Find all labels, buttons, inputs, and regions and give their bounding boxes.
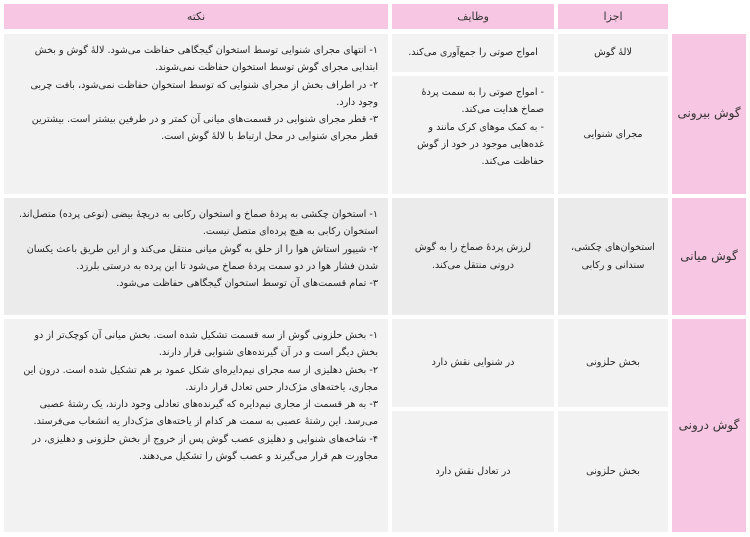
part-cochlea: بخش حلزونی	[558, 319, 668, 407]
note-inner-4: ۴- شاخه‌های شنوایی و دهلیزی عصب گوش پس از خروج از بخش حلزونی و دهلیزی، در مجاورت هم قرار می‌گیرند و عصب گوش را تشکیل می‌دهند.	[32, 433, 378, 462]
header-functions: وظایف	[392, 4, 554, 29]
note-inner-2: ۲- بخش دهلیزی از سه مجرای نیم‌دایره‌ای شکل عمود بر هم تشکیل شده است. درون این مجاری، یاخته‌های مژک‌دار حس تعادل قرار دارند.	[23, 364, 378, 393]
note-middle-2: ۲- شیپور استاش هوا را از حلق به گوش میانی منتقل می‌کند و از این طریق باعث یکسان شدن فشار هوا در دو سمت پردهٔ صماخ می‌شود تا این پرده به درستی بلرزد.	[26, 243, 378, 272]
function-ossicles	[392, 198, 554, 315]
note-middle-3: ۳- تمام قسمت‌های آن توسط استخوان گیجگاهی حفاظت می‌شود.	[116, 278, 378, 290]
note-inner-1: ۱- بخش حلزونی گوش از سه قسمت تشکیل شده است. بخش میانی آن کوچک‌تر از دو بخش دیگر است و در آن گیرنده‌های شنوایی قرار دارند.	[34, 330, 378, 359]
function-auricle-text: امواج صوتی را جمع‌آوری می‌کند.	[408, 47, 538, 59]
notes-inner-ear	[4, 319, 388, 532]
part-auricle: لالهٔ گوش	[558, 34, 668, 72]
function-vestibular-text: در تعادل نقش دارد	[435, 465, 511, 477]
function-ossicles-text: لرزش پردهٔ صماخ را به گوش درونی منتقل می‌کند.	[414, 242, 532, 271]
header-parts: اجزا	[558, 4, 668, 29]
function-auricle	[392, 34, 554, 72]
section-outer-ear: گوش بیرونی	[672, 34, 746, 194]
section-middle-ear: گوش میانی	[672, 198, 746, 315]
function-ear-canal-text-2: - به کمک موهای کرک مانند و غده‌هایی موجود در خود از گوش حفاظت می‌کند.	[417, 121, 544, 168]
notes-middle-ear	[4, 198, 388, 315]
function-cochlea	[392, 319, 554, 407]
section-inner-ear: گوش درونی	[672, 319, 746, 532]
header-notes: نکته	[4, 4, 388, 29]
note-middle-1: ۱- استخوان چکشی به پردهٔ صماخ و استخوان رکابی به دریچهٔ بیضی (نوعی پرده) متصل‌اند. استخوان رکابی به هیچ پرده‌ای متصل نیست.	[18, 209, 378, 238]
function-ear-canal-text-1: - امواج صوتی را به سمت پردهٔ صماخ هدایت می‌کند.	[421, 87, 544, 116]
part-vestibular: بخش حلزونی	[558, 411, 668, 532]
part-ear-canal: مجرای شنوایی	[558, 76, 668, 194]
function-cochlea-text: در شنوایی نقش دارد	[431, 357, 515, 369]
note-inner-3: ۳- به هر قسمت از مجاری نیم‌دایره که گیرنده‌های تعادلی وجود دارند، یک رشتهٔ عصبی می‌رسد. این رشتهٔ عصبی به سمت هر کدام از یاخته‌های مژک‌دار یه انشعاب می‌فرستد.	[33, 399, 378, 428]
notes-outer-ear	[4, 34, 388, 194]
function-ear-canal	[392, 76, 554, 194]
part-ossicles: استخوان‌های چکشی، سندانی و رکابی	[558, 198, 668, 315]
note-outer-1: ۱- انتهای مجرای شنوایی توسط استخوان گیجگاهی حفاظت می‌شود. لالهٔ گوش و بخش ابتدایی مجرای گوش توسط استخوان حفاظت نمی‌شوند.	[34, 45, 378, 74]
note-outer-3: ۳- قطر مجرای شنوایی در قسمت‌های میانی آن کمتر و در طرفین بیشتر است. بیشترین قطر مجرای شنوایی در محل ارتباط با لالهٔ گوش است.	[31, 114, 378, 143]
note-outer-2: ۲- در اطراف بخش از مجرای شنوایی که توسط استخوان حفاظت نمی‌شود، بافت چربی وجود دارد.	[30, 79, 378, 108]
function-vestibular	[392, 411, 554, 532]
